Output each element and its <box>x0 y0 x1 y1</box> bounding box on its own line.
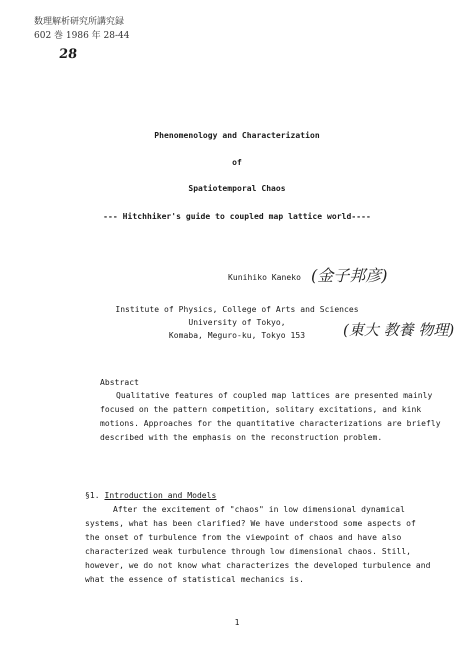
series-title: 数理解析研究所講究録 <box>34 17 125 27</box>
section-line: however, we do not know what characterizes the developed turbulence and <box>85 561 431 570</box>
section-line: After the excitement of "chaos" in low dimensional dynamical <box>113 505 405 514</box>
section-line: the onset of turbulence from the viewpoint of chaos and have also <box>85 533 402 542</box>
author-name-handwritten: (金子邦彦) <box>311 266 388 285</box>
title-line-1: Phenomenology and Characterization <box>154 131 320 140</box>
subtitle: --- Hitchhiker's guide to coupled map lattice world---- <box>103 212 371 221</box>
abstract-line: Qualitative features of coupled map lattices are presented mainly <box>116 391 433 400</box>
title-line-2: of <box>232 158 242 167</box>
section-line: systems, what has been clarified? We have understood some aspects of <box>85 519 416 528</box>
section-title: Introduction and Models <box>104 491 217 500</box>
footer-page-number: 1 <box>234 618 240 627</box>
affiliation-line-3: Komaba, Meguro-ku, Tokyo 153 <box>168 331 306 340</box>
abstract-line: described with the emphasis on the reconstruction problem. <box>100 433 383 442</box>
affiliation-line-1: Institute of Physics, College of Arts and Sciences <box>115 305 359 314</box>
abstract-line: focused on the pattern competition, solitary excitations, and kink <box>100 405 422 414</box>
title-line-3: Spatiotemporal Chaos <box>188 184 286 193</box>
page-stamp: 28 <box>58 47 78 62</box>
author-name: Kunihiko Kaneko <box>228 273 301 282</box>
affiliation-handwritten: (東大 教養 物理) <box>343 321 455 339</box>
abstract-line: motions. Approaches for the quantitative characterizations are briefly <box>100 419 441 428</box>
section-number: §1. <box>85 491 100 500</box>
section-heading <box>85 491 216 500</box>
affiliation-line-2: University of Tokyo, <box>188 318 286 327</box>
section-line: what the essence of statistical mechanics is. <box>85 575 304 584</box>
abstract-heading: Abstract <box>100 378 139 387</box>
section-line: characterized weak turbulence through low dimensional chaos. Still, <box>85 547 412 556</box>
volume-info: 602 巻 1986 年 28-44 <box>34 31 130 41</box>
